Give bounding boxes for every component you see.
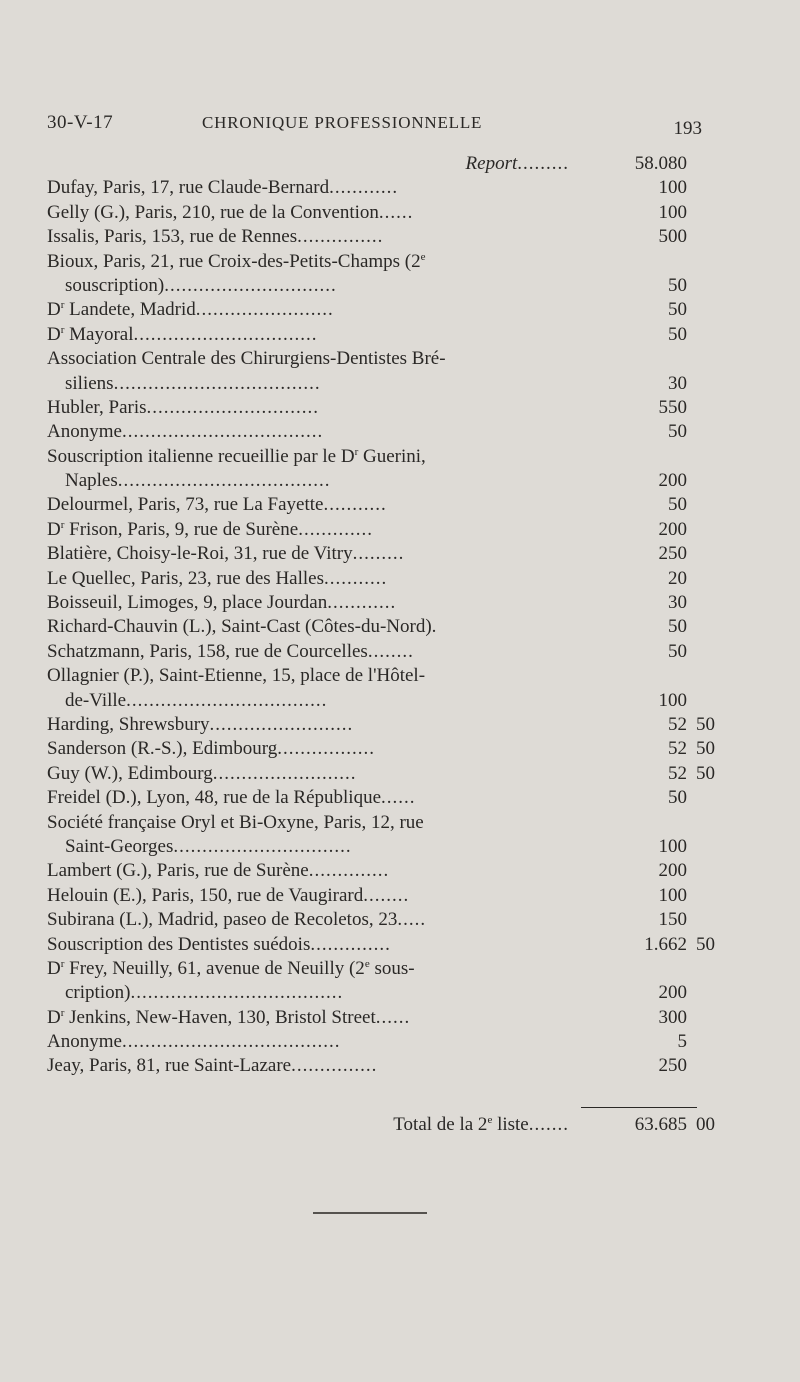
list-item [47,1030,707,1054]
list-item [47,420,707,444]
entry-amount: 200 [658,518,687,540]
list-item [47,1054,707,1078]
entry-label [65,274,569,298]
list-item [47,615,707,639]
entry-label [47,957,569,981]
entry-amount: 5 [677,1031,687,1053]
entry-label [47,176,569,200]
total-amount: 63.685 [634,1114,687,1135]
leader-dots: ...... [378,201,414,223]
entry-amount: 50 [668,421,687,443]
list-item [47,957,707,981]
list-item [47,811,707,835]
list-item [47,274,707,298]
entry-label [47,664,569,688]
list-item [47,225,707,249]
entry-label [47,396,569,420]
entry-cents: 50 [696,762,715,784]
entry-text: Richard-Chauvin (L.), Saint-Cast (Côtes-du-Nord) [47,616,432,638]
entry-label [47,250,569,274]
leader-dots: ................................ [133,323,318,345]
leader-dots: ........ [367,640,414,662]
list-item [47,493,707,517]
entry-text: Ollagnier (P.), Saint-Etienne, 15, place de l'Hôtel- [47,665,426,687]
list-item [47,859,707,883]
entry-text: Naples [65,470,118,492]
entry-amount: 50 [668,323,687,345]
leader-dots: ..................................... [130,982,344,1004]
leader-dots: .................................... [113,372,321,394]
total-rule [581,1107,697,1108]
entry-label [65,372,569,396]
entry-text: Association Centrale des Chirurgiens-Dentistes Bré- [47,348,446,370]
leader-dots: .............................. [164,274,337,296]
total-text: Total de la 2e liste [393,1114,529,1135]
entry-label [47,323,569,347]
entry-amount: 20 [668,567,687,589]
list-item [47,908,707,932]
entry-amount: 100 [658,201,687,223]
entry-amount: 50 [668,787,687,809]
entry-label [47,933,569,957]
list-item [47,250,707,274]
list-item [47,298,707,322]
leader-dots: ......................... [209,713,354,735]
list-item [47,713,715,737]
entry-label [47,445,569,469]
entry-text: Guy (W.), Edimbourg [47,762,213,784]
list-item [47,469,707,493]
list-item [47,591,707,615]
list-item [47,762,715,786]
subscription-list [47,152,715,1079]
entry-text: de-Ville [65,689,127,711]
entry-label [47,762,569,786]
list-item [47,542,707,566]
list-item [47,518,707,542]
leader-dots: ......................... [212,762,357,784]
entry-label [47,1006,569,1030]
list-item [47,933,715,957]
entry-amount: 300 [658,1006,687,1028]
entry-text: $D^r$ Jenkins, New-Haven, 130, Bristol Street [47,1006,376,1028]
list-item [47,396,707,420]
entry-amount: 50 [668,616,687,638]
leader-dots: ..................................... [117,470,331,492]
entry-amount: 250 [658,1055,687,1077]
leader-dots: .............................. [146,396,319,418]
entry-text: Helouin (E.), Paris, 150, rue de Vaugirard [47,884,364,906]
page-header [47,112,702,142]
entry-label [47,859,569,883]
entry-cents: 50 [696,713,715,735]
entry-text: Jeay, Paris, 81, rue Saint-Lazare [47,1055,292,1077]
entry-text: cription) [65,982,131,1004]
entry-text: Subirana (L.), Madrid, paseo de Recoletos, 23 [47,909,398,931]
entry-text: Issalis, Paris, 153, rue de Rennes [47,226,298,248]
entry-amount: 52 [668,738,687,760]
entry-text: Dufay, Paris, 17, rue Claude-Bernard [47,177,330,199]
entry-text: Saint-Georges [65,835,174,857]
leader-dots: ................................... [126,689,328,711]
entry-text: Anonyme [47,421,122,443]
entry-text: Lambert (G.), Paris, rue de Surène [47,860,309,882]
list-item [47,664,707,688]
entry-label [47,737,569,761]
entry-amount: 50 [668,299,687,321]
list-item [47,445,707,469]
entry-text: Bioux, Paris, 21, rue Croix-des-Petits-Champs (2e [47,250,426,272]
entry-text: Hubler, Paris [47,396,147,418]
leader-dots: ............... [291,1055,378,1077]
entry-amount: 250 [658,543,687,565]
entry-amount: 150 [658,909,687,931]
list-item [47,372,707,396]
entry-text: Gelly (G.), Paris, 210, rue de la Convention [47,201,379,223]
entry-text: $D^r$ Mayoral [47,323,134,345]
entry-text: Boisseuil, Limoges, 9, place Jourdan [47,592,328,614]
entry-label [47,786,569,810]
entry-label [47,420,569,444]
entry-amount: 52 [668,713,687,735]
list-item [47,323,707,347]
list-item [47,737,715,761]
total-dots: ....... [528,1114,569,1135]
entry-amount: 500 [658,226,687,248]
entry-text: Souscription des Dentistes suédois [47,933,311,955]
leader-dots: ............... [297,226,384,248]
entry-text: siliens [65,372,114,394]
report-dots: ......... [517,153,569,174]
list-item [47,981,707,1005]
end-rule [313,1212,427,1214]
entry-amount: 100 [658,689,687,711]
entry-text: $D^r$ Frey, Neuilly, 61, avenue de Neuilly (2e sous- [47,957,415,979]
entry-label [47,225,569,249]
report-label [47,152,569,176]
entry-amount: 50 [668,494,687,516]
report-text: Report [465,153,518,174]
leader-dots: ................. [277,738,376,760]
entry-amount: 50 [668,640,687,662]
entry-text: Harding, Shrewsbury [47,713,210,735]
entry-text: souscription) [65,274,165,296]
entry-text: Le Quellec, Paris, 23, rue des Halles [47,567,324,589]
list-item [47,567,707,591]
list-item [47,1006,707,1030]
leader-dots: ........ [363,884,410,906]
entry-label [47,713,569,737]
leader-dots: ............................... [173,835,352,857]
leader-dots: ...... [381,787,416,809]
entry-amount: 100 [658,835,687,857]
entry-label [47,542,569,566]
leader-dots: ............ [329,177,399,199]
leader-dots: ........................ [195,299,334,321]
leader-dots: ............ [327,592,397,614]
leader-dots: .............. [310,933,391,955]
entry-label [47,811,569,835]
entry-amount: 50 [668,274,687,296]
entry-label [47,615,569,639]
entry-text: $D^r$ Frison, Paris, 9, rue de Surène [47,518,299,540]
entry-text: Freidel (D.), Lyon, 48, rue de la République [47,787,382,809]
entry-label [47,1030,569,1054]
leader-dots: ...... [375,1006,411,1028]
leader-dots: .............. [308,860,390,882]
total-cents: 00 [696,1114,715,1135]
list-item [47,689,707,713]
entry-label [65,981,569,1005]
entry-text: Delourmel, Paris, 73, rue La Fayette [47,494,324,516]
leader-dots: ......... [352,543,405,565]
leader-dots: ........... [324,567,388,589]
entry-label [65,835,569,859]
entry-label [65,469,569,493]
page-number: 193 [673,118,702,139]
section-title: CHRONIQUE PROFESSIONNELLE [202,113,483,132]
list-item [47,884,707,908]
entry-label [47,298,569,322]
entry-label [47,1054,569,1078]
entry-label [47,591,569,615]
list-item [47,347,707,371]
entry-amount: 52 [668,762,687,784]
entry-text: Sanderson (R.-S.), Edimbourg [47,738,278,760]
entry-label [47,640,569,664]
entry-label [47,884,569,908]
list-item [47,176,707,200]
entry-text: Souscription italienne recueillie par le $D^r$ Guerini, [47,445,426,467]
report-amount: 58.080 [634,153,687,174]
leader-dots: ........... [323,494,387,516]
entry-amount: 200 [658,982,687,1004]
entry-label [47,347,569,371]
list-item [47,640,707,664]
entry-label [47,518,569,542]
total-label [47,1112,569,1138]
entry-text: Anonyme [47,1031,122,1053]
entry-text: Schatzmann, Paris, 158, rue de Courcelles [47,640,368,662]
entry-amount: 550 [658,396,687,418]
list-item [47,201,707,225]
entry-cents: 50 [696,933,715,955]
leader-dots: ...................................... [121,1031,341,1053]
entry-amount: 100 [658,177,687,199]
total-row [47,1112,715,1138]
leader-dots: ............. [298,518,373,540]
entry-label [47,567,569,591]
entry-text: Blatière, Choisy-le-Roi, 31, rue de Vitry [47,543,353,565]
entry-text: $D^r$ Landete, Madrid [47,299,196,321]
issue-date: 30-V-17 [47,112,114,133]
leader-dots: ..... [397,909,427,931]
leader-dots: . [431,616,438,638]
entry-label [65,689,569,713]
entry-label [47,201,569,225]
entry-cents: 50 [696,738,715,760]
entry-amount: 30 [668,592,687,614]
entry-amount: 100 [658,884,687,906]
list-item [47,835,707,859]
entry-amount: 1.662 [644,933,687,955]
list-item [47,786,707,810]
leader-dots: ................................... [121,421,324,443]
entry-amount: 200 [658,860,687,882]
entry-label [47,493,569,517]
entry-amount: 30 [668,372,687,394]
entry-amount: 200 [658,470,687,492]
entry-text: Société française Oryl et Bi-Oxyne, Paris, 12, rue [47,811,424,833]
report-row [47,152,707,176]
entry-label [47,908,569,932]
